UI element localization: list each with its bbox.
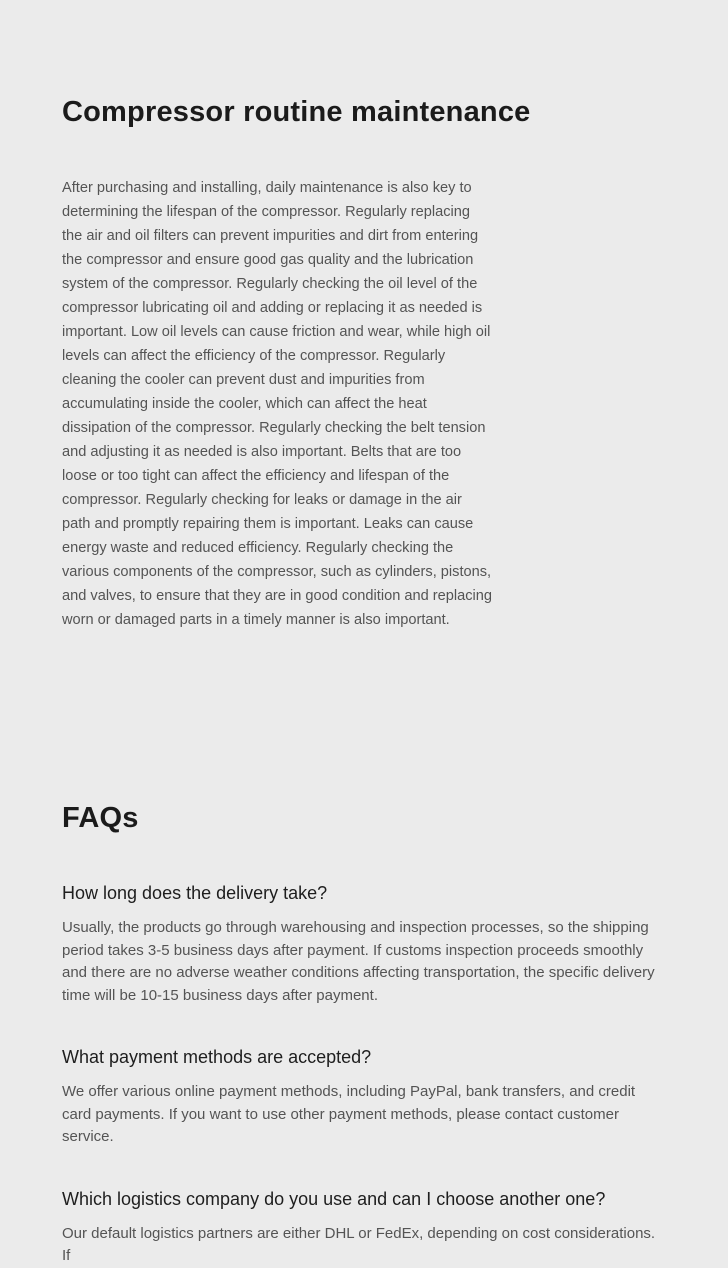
faq-title: FAQs — [62, 802, 139, 834]
maintenance-title: Compressor routine maintenance — [62, 96, 531, 128]
faq-item-delivery — [62, 880, 662, 1007]
faq-question-logistics: Which logistics company do you use and can I choose another one? — [62, 1188, 606, 1209]
faq-question-delivery: How long does the delivery take? — [62, 883, 328, 903]
faq-item-payment — [62, 1044, 662, 1149]
faq-question-payment: What payment methods are accepted? — [62, 1047, 372, 1067]
faq-list — [62, 880, 662, 1268]
faq-answer-payment: We offer various online payment methods, including PayPal, bank transfers, and credit card payments. If you want to use other payment methods, please contact customer service. — [62, 1083, 636, 1145]
faq-item-logistics — [62, 1186, 662, 1268]
faq-answer-logistics: Our default logistics partners are either DHL or FedEx, depending on cost considerations. If — [62, 1224, 656, 1264]
maintenance-section — [62, 96, 662, 632]
maintenance-paragraph: After purchasing and installing, daily maintenance is also key to determining the lifespan of the compressor. Regularly replacing the air and oil filters can prevent impurities and dirt from entering the compressor and ensure good gas quality and the lubrication system of the compressor. Regularly checking the oil level of the compressor lubricating oil and adding or replacing it as needed is important. Low oil levels can cause friction and wear, while high oil levels can affect the efficiency of the compressor. Regularly cleaning the cooler can prevent dust and impurities from accumulating inside the cooler, which can affect the heat dissipation of the compressor. Regularly checking the belt tension and adjusting it as needed is also important. Belts that are too loose or too tight can affect the efficiency and lifespan of the compressor. Regularly checking for leaks or damage in the air path and promptly repairing them is important. Leaks can cause energy waste and reduced efficiency. Regularly checking the various components of the compressor, such as cylinders, pistons, and valves, to ensure that they are in good condition and replacing worn or damaged parts in a timely manner is also important. — [62, 180, 492, 628]
faq-answer-delivery: Usually, the products go through warehousing and inspection processes, so the shipping period takes 3-5 business days after payment. If customs inspection proceeds smoothly and there are no adverse weather conditions affecting transportation, the specific delivery time will be 10-15 business days after payment. — [62, 919, 655, 1004]
faq-section — [62, 802, 662, 1268]
